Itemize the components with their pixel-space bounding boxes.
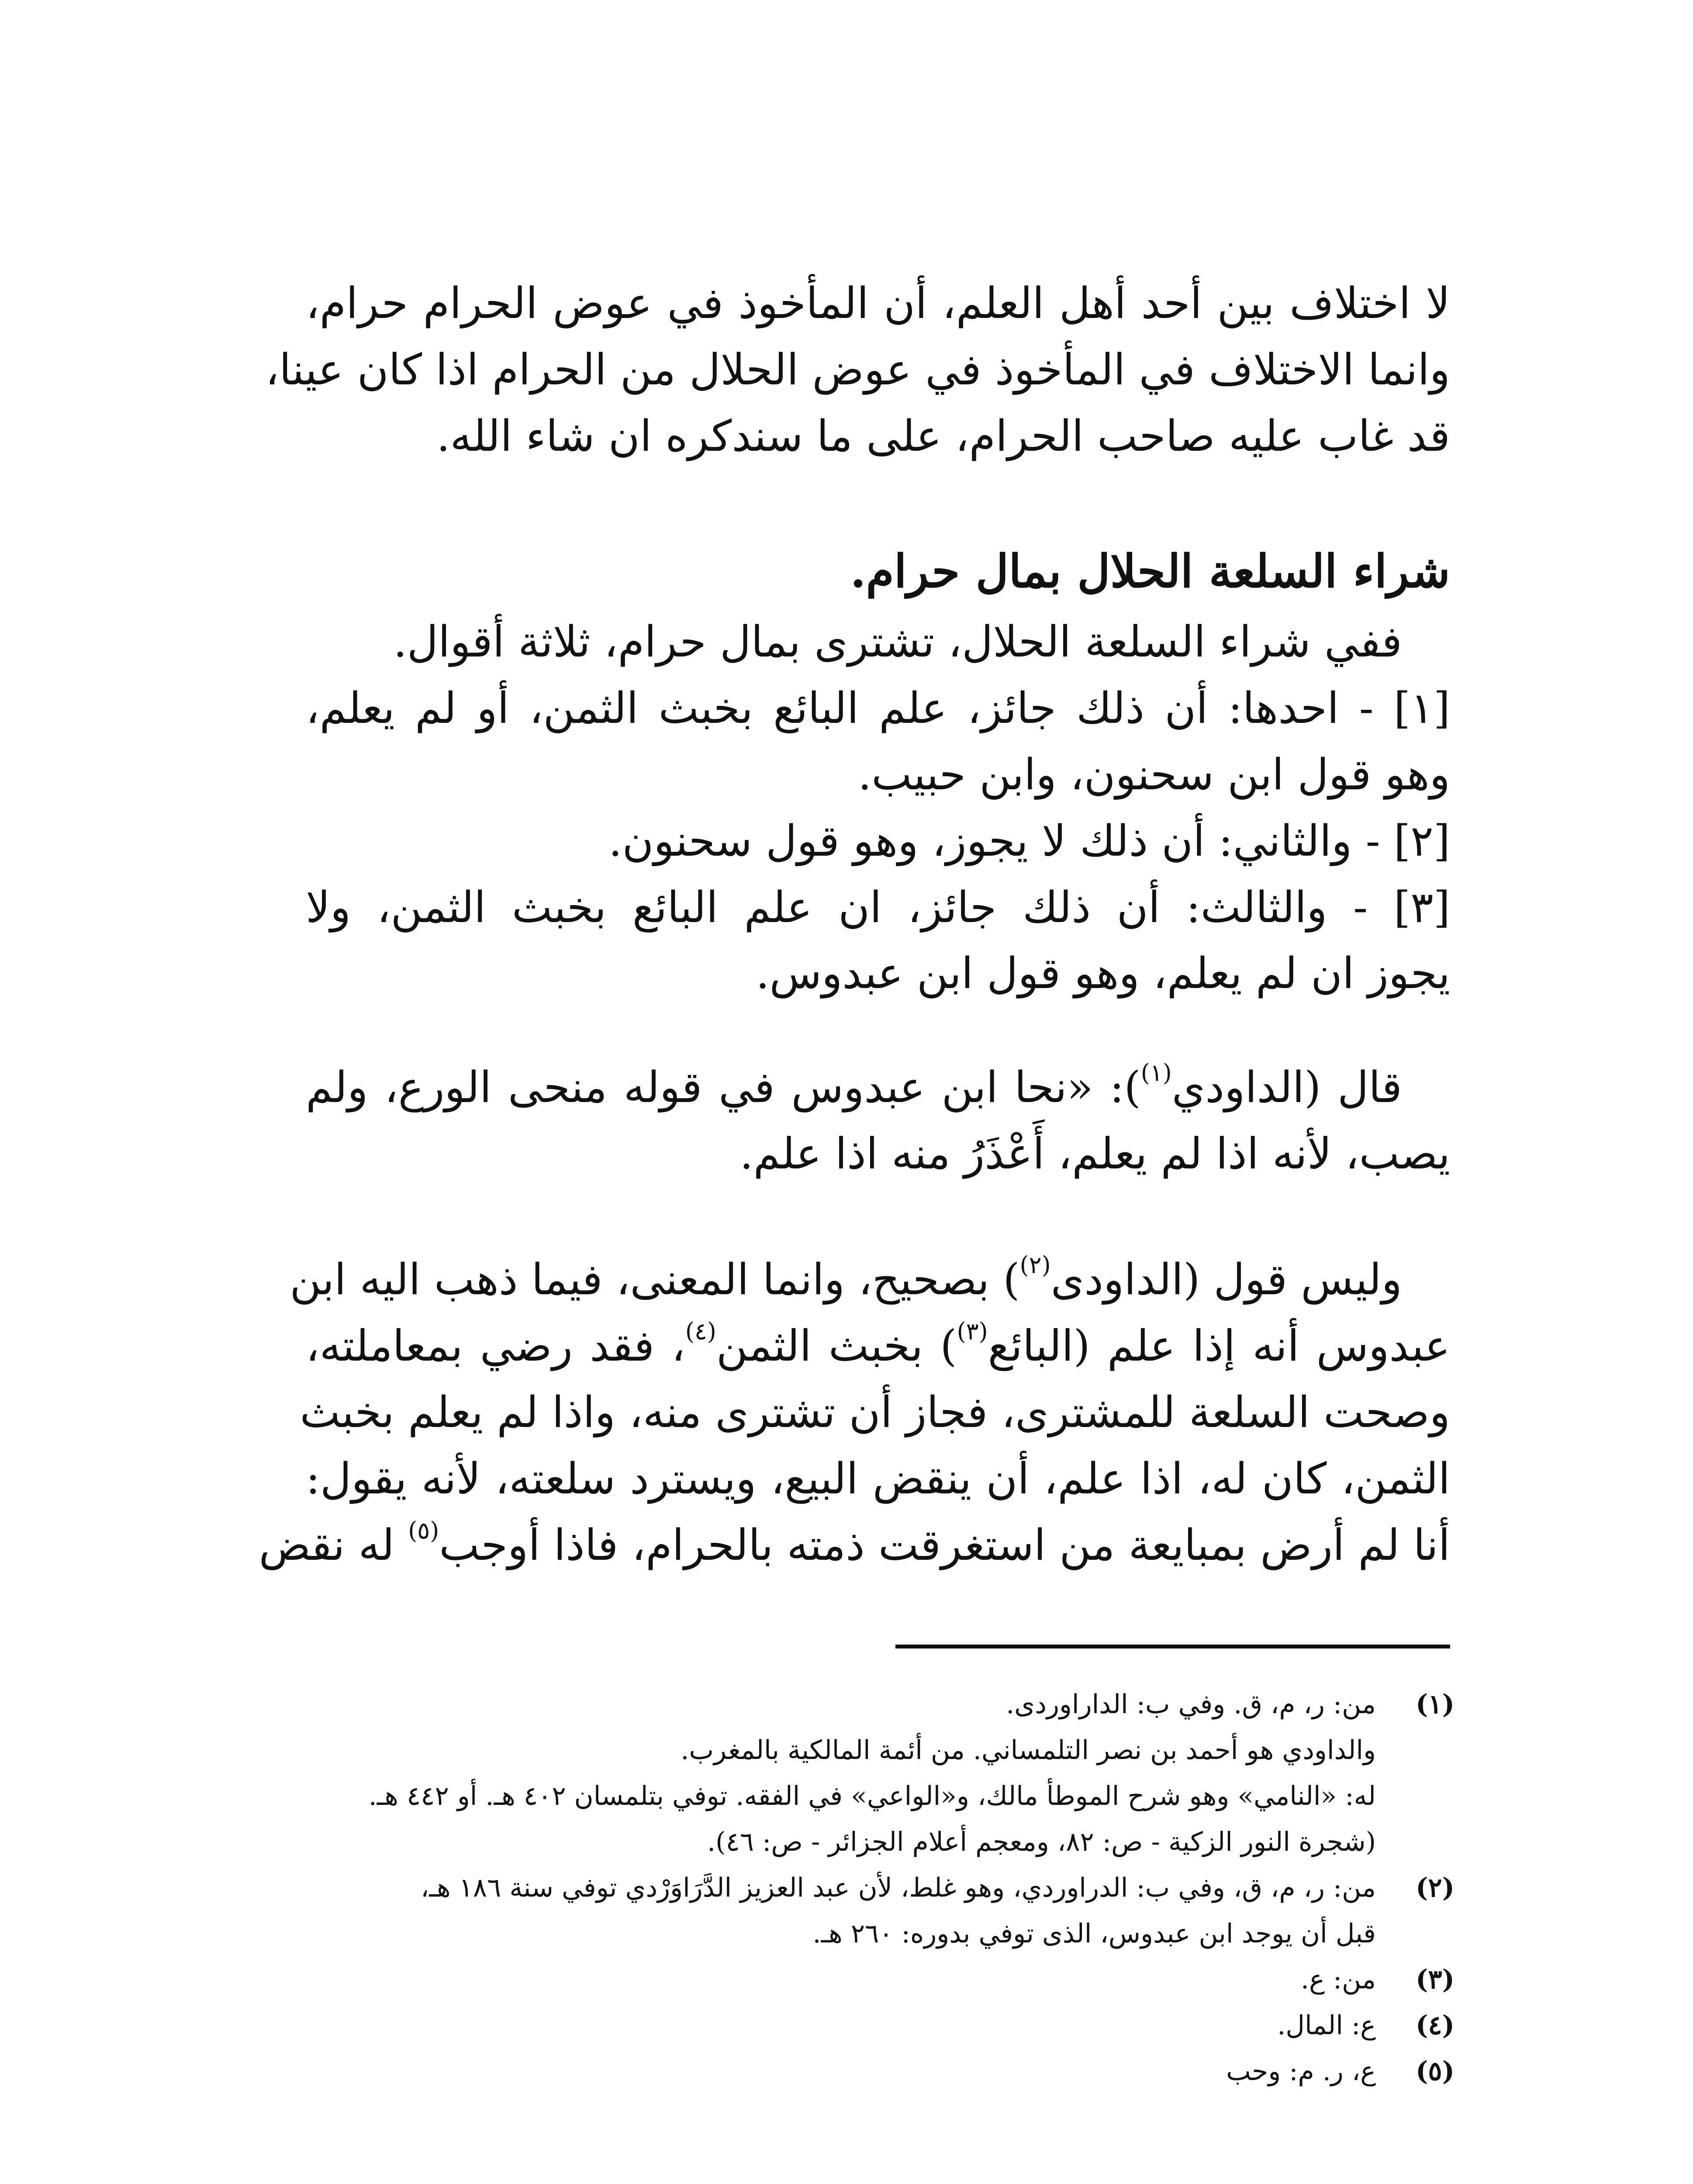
footnote-line: من: ع. <box>1301 1964 1376 1995</box>
paragraph-1-line-1: لا اختلاف بين أحد أهل العلم، أن المأخوذ في عوض الحرام حرام، <box>306 279 1450 328</box>
footnotes <box>306 1682 1455 2094</box>
footnote-ref-5[interactable]: (٥) <box>408 1517 439 1545</box>
footnote-4 <box>306 2003 1455 2049</box>
footnote-1 <box>306 1682 1455 1865</box>
footnote-ref-3[interactable]: (٣) <box>957 1317 988 1345</box>
paragraph-1-line-2: وانما الاختلاف في المأخوذ في عوض الحلال من الحرام اذا كان عينا، <box>265 345 1450 395</box>
paragraph-3-line-2: يصب، لأنه اذا لم يعلم، أَعْذَرُ منه اذا علم. <box>739 1129 1450 1179</box>
footnote-line: له: «النامي» وهو شرح الموطأ مالك، و«الواعي» في الفقه. توفي بتلمسان ٤٠٢ هـ. أو ٤٤٢ هـ. <box>368 1781 1376 1811</box>
paragraph-4-line-5: أنا لم أرض بمبايعة من استغرقت ذمته بالحرام، فاذا أوجب$^{(٥)}$ له نقض <box>259 1517 1450 1570</box>
footnote-line: من: ر، م، ق، وفي ب: الدراوردي، وهو غلط، لأن عبد العزيز الدَّرَاوَرْدي توفي سنة ١٨٦ هـ، <box>421 1873 1376 1903</box>
paragraph-4-line-2: عبدوس أنه إذا علم (البائع$^{(٣)}$) بخبث الثمن$^{(٤)}$، فقد رضي بمعاملته، <box>306 1317 1450 1371</box>
opinion-1-line-2: وهو قول ابن سحنون، وابن حبيب. <box>858 750 1450 800</box>
paragraph-4-line-3: وصحت السلعة للمشترى، فجاز أن تشترى منه، واذا لم يعلم بخبث <box>300 1387 1450 1438</box>
paragraph-3 <box>306 1055 1450 1188</box>
footnote-number: (٤) <box>1415 2010 1455 2041</box>
footnote-line: ع، ر. م: وحب <box>1226 2056 1376 2087</box>
paragraph-1 <box>265 271 1450 470</box>
footnote-number: (٥) <box>1415 2056 1455 2087</box>
paragraph-4-line-1: وليس قول (الداودى$^{(٢)}$) بصحيح، وانما المعنى، فيما ذهب اليه ابن <box>290 1251 1402 1305</box>
paragraph-3-line-1: قال (الداودي$^{(١)}$): «نحا ابن عبدوس في قوله منحى الورع، ولم <box>306 1059 1402 1113</box>
footnote-5 <box>306 2049 1455 2094</box>
section-heading: شراء السلعة الحلال بمال حرام. <box>850 544 1450 598</box>
footnote-ref-2[interactable]: (٢) <box>1019 1251 1051 1279</box>
footnote-ref-1[interactable]: (١) <box>1140 1059 1172 1087</box>
footnote-number: (١) <box>1415 1689 1455 1720</box>
footnote-line: قبل أن يوجد ابن عبدوس، الذى توفي بدوره: ٢٦٠ هـ. <box>812 1918 1376 1949</box>
footnote-line: ع: المال. <box>1277 2010 1376 2041</box>
footnote-divider <box>895 1645 1450 1648</box>
paragraph-4 <box>259 1247 1450 1579</box>
paragraph-4-line-4: الثمن، كان له، اذا علم، أن ينقض البيع، ويسترد سلعته، لأنه يقول: <box>306 1454 1450 1504</box>
paragraph-2 <box>306 609 1450 1007</box>
opinion-2: [٢] - والثاني: أن ذلك لا يجوز، وهو قول سحنون. <box>608 816 1450 866</box>
footnote-line: (شجرة النور الزكية - ص: ٨٢، ومعجم أعلام الجزائر - ص: ٤٦). <box>707 1827 1376 1857</box>
footnote-2 <box>306 1865 1455 1957</box>
footnote-3 <box>306 1957 1455 2003</box>
footnote-line: من: ر، م، ق. وفي ب: الداراوردى. <box>1006 1689 1376 1720</box>
footnote-line: والداودي هو أحمد بن نصر التلمساني. من أئمة المالكية بالمغرب. <box>681 1735 1376 1766</box>
opinion-1-line-1: [١] - احدها: أن ذلك جائز، علم البائع بخبث الثمن، أو لم يعلم، <box>306 683 1450 733</box>
paragraph-2-line-1: ففي شراء السلعة الحلال، تشترى بمال حرام، ثلاثة أقوال. <box>393 617 1402 667</box>
footnote-number: (٢) <box>1415 1873 1455 1903</box>
opinion-3-line-1: [٣] - والثالث: أن ذلك جائز، ان علم البائع بخبث الثمن، ولا <box>306 882 1450 933</box>
paragraph-1-line-3: قد غاب عليه صاحب الحرام، على ما سندكره ان شاء الله. <box>436 411 1450 461</box>
opinion-3-line-2: يجوز ان لم يعلم، وهو قول ابن عبدوس. <box>756 949 1450 999</box>
footnote-number: (٣) <box>1415 1964 1455 1995</box>
footnote-ref-4[interactable]: (٤) <box>685 1317 716 1345</box>
